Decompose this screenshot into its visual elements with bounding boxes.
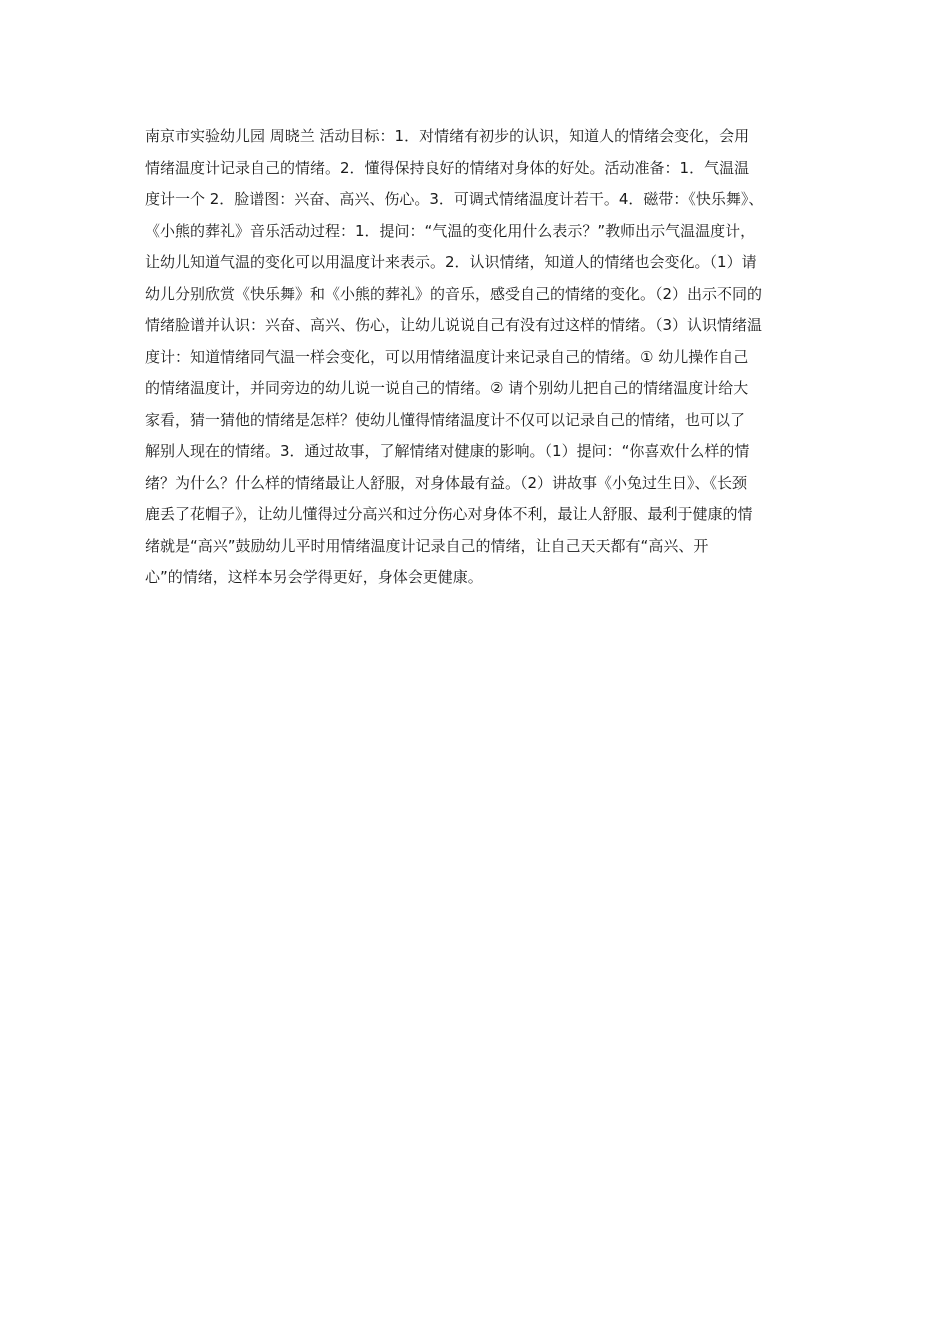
body-text-line: 《小熊的葬礼》音乐活动过程：1．提问：“气温的变化用什么表示？”教师出示气温温度计， [145, 221, 756, 240]
body-text-line: 度计：知道情绪同气温一样会变化，可以用情绪温度计来记录自己的情绪。① 幼儿操作自己 [145, 347, 749, 366]
body-text-line: 的情绪温度计，并同旁边的幼儿说一说自己的情绪。② 请个别幼儿把自己的情绪温度计给大 [145, 379, 749, 397]
body-text-line: 情绪温度计记录自己的情绪。2．懂得保持良好的情绪对身体的好处。活动准备：1．气温温 [145, 158, 750, 177]
body-text-line: 家看，猜一猜他的情绪是怎样？使幼儿懂得情绪温度计不仅可以记录自己的情绪，也可以了 [145, 410, 746, 429]
body-text-line: 绪就是“高兴”鼓励幼儿平时用情绪温度计记录自己的情绪，让自己天天都有“高兴、开 [145, 536, 709, 555]
body-text-line: 让幼儿知道气温的变化可以用温度计来表示。2．认识情绪，知道人的情绪也会变化。（1）请 [145, 253, 757, 271]
body-text-line: 幼儿分别欣赏《快乐舞》和《小熊的葬礼》的音乐，感受自己的情绪的变化。（2）出示不同的 [145, 284, 763, 303]
document-body [145, 121, 807, 594]
body-text-line: 度计一个 2．脸谱图：兴奋、高兴、伤心。3．可调式情绪温度计若干。4．磁带：《快乐舞》、 [145, 190, 764, 208]
body-text-line: 心”的情绪，这样本另会学得更好，身体会更健康。 [145, 568, 483, 586]
body-text-line: 绪？为什么？什么样的情绪最让人舒服，对身体最有益。（2）讲故事《小兔过生日》、《长颈 [145, 473, 748, 492]
body-text-line: 解别人现在的情绪。3．通过故事，了解情绪对健康的影响。（1）提问：“你喜欢什么样的情 [145, 442, 750, 460]
body-text-line: 鹿丢了花帽子》，让幼儿懂得过分高兴和过分伤心对身体不利，最让人舒服、最利于健康的情 [145, 505, 753, 523]
body-text-line: 情绪脸谱并认识：兴奋、高兴、伤心，让幼儿说说自己有没有过这样的情绪。（3）认识情绪温 [145, 316, 763, 334]
body-text-line: 南京市实验幼儿园 周晓兰 活动目标：1．对情绪有初步的认识，知道人的情绪会变化，会用 [145, 127, 750, 145]
